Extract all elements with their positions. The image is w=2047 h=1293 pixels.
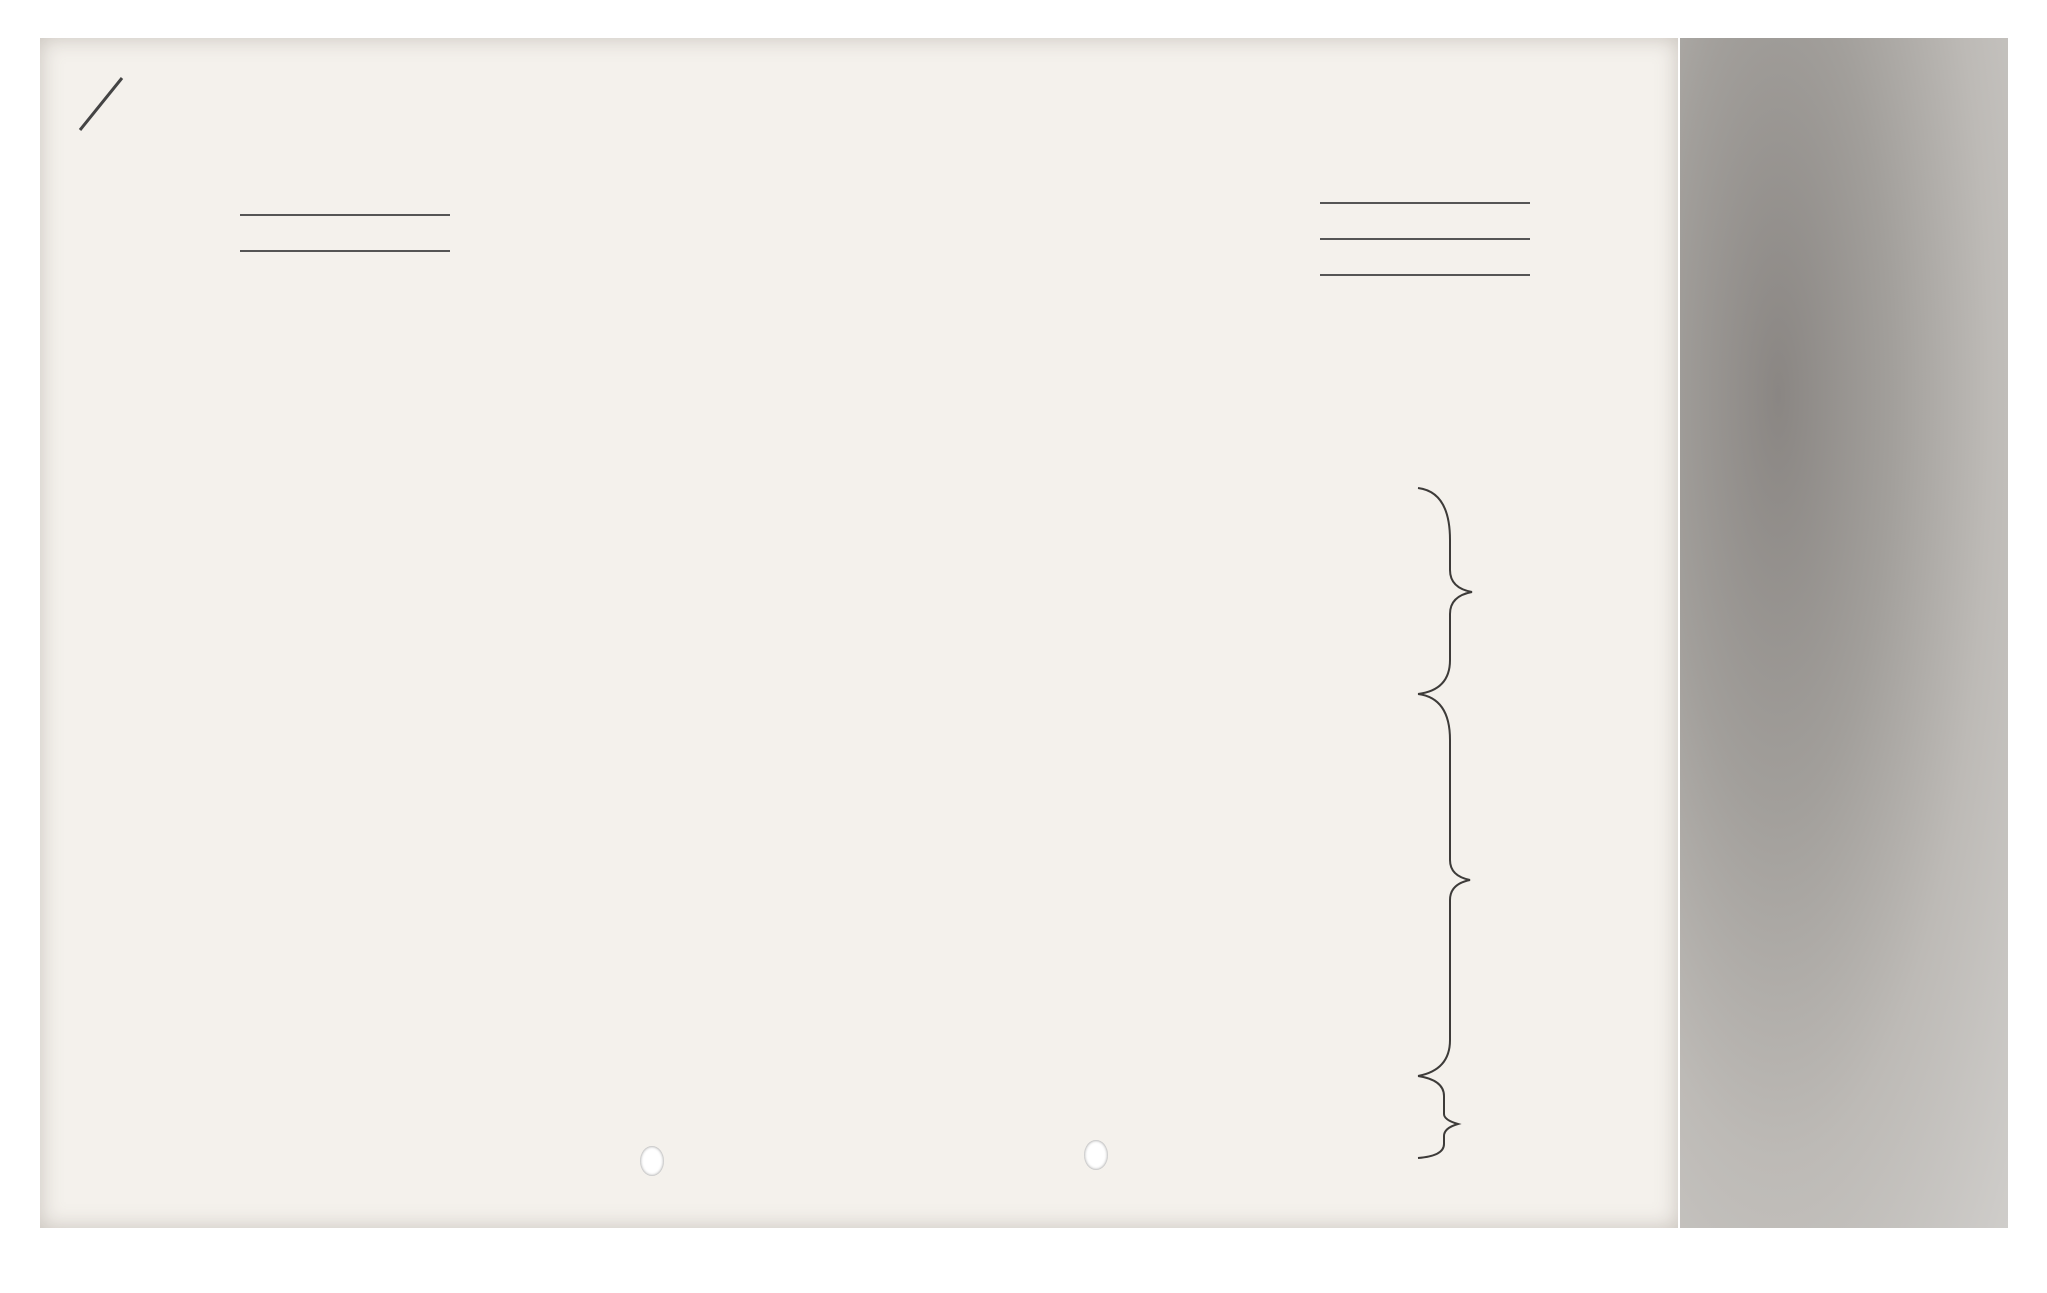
punch-hole-right	[1084, 1140, 1108, 1170]
engine-row-1-line	[1320, 202, 1530, 204]
ship-name-line	[240, 214, 450, 216]
scan-background	[1680, 38, 2008, 1228]
punch-hole-left	[640, 1146, 664, 1176]
engine-row-3-line	[1320, 274, 1530, 276]
corner-mark	[70, 70, 130, 140]
remarks-braces	[1410, 480, 1480, 1160]
date-line	[240, 250, 450, 252]
engine-row-2-line	[1320, 238, 1530, 240]
